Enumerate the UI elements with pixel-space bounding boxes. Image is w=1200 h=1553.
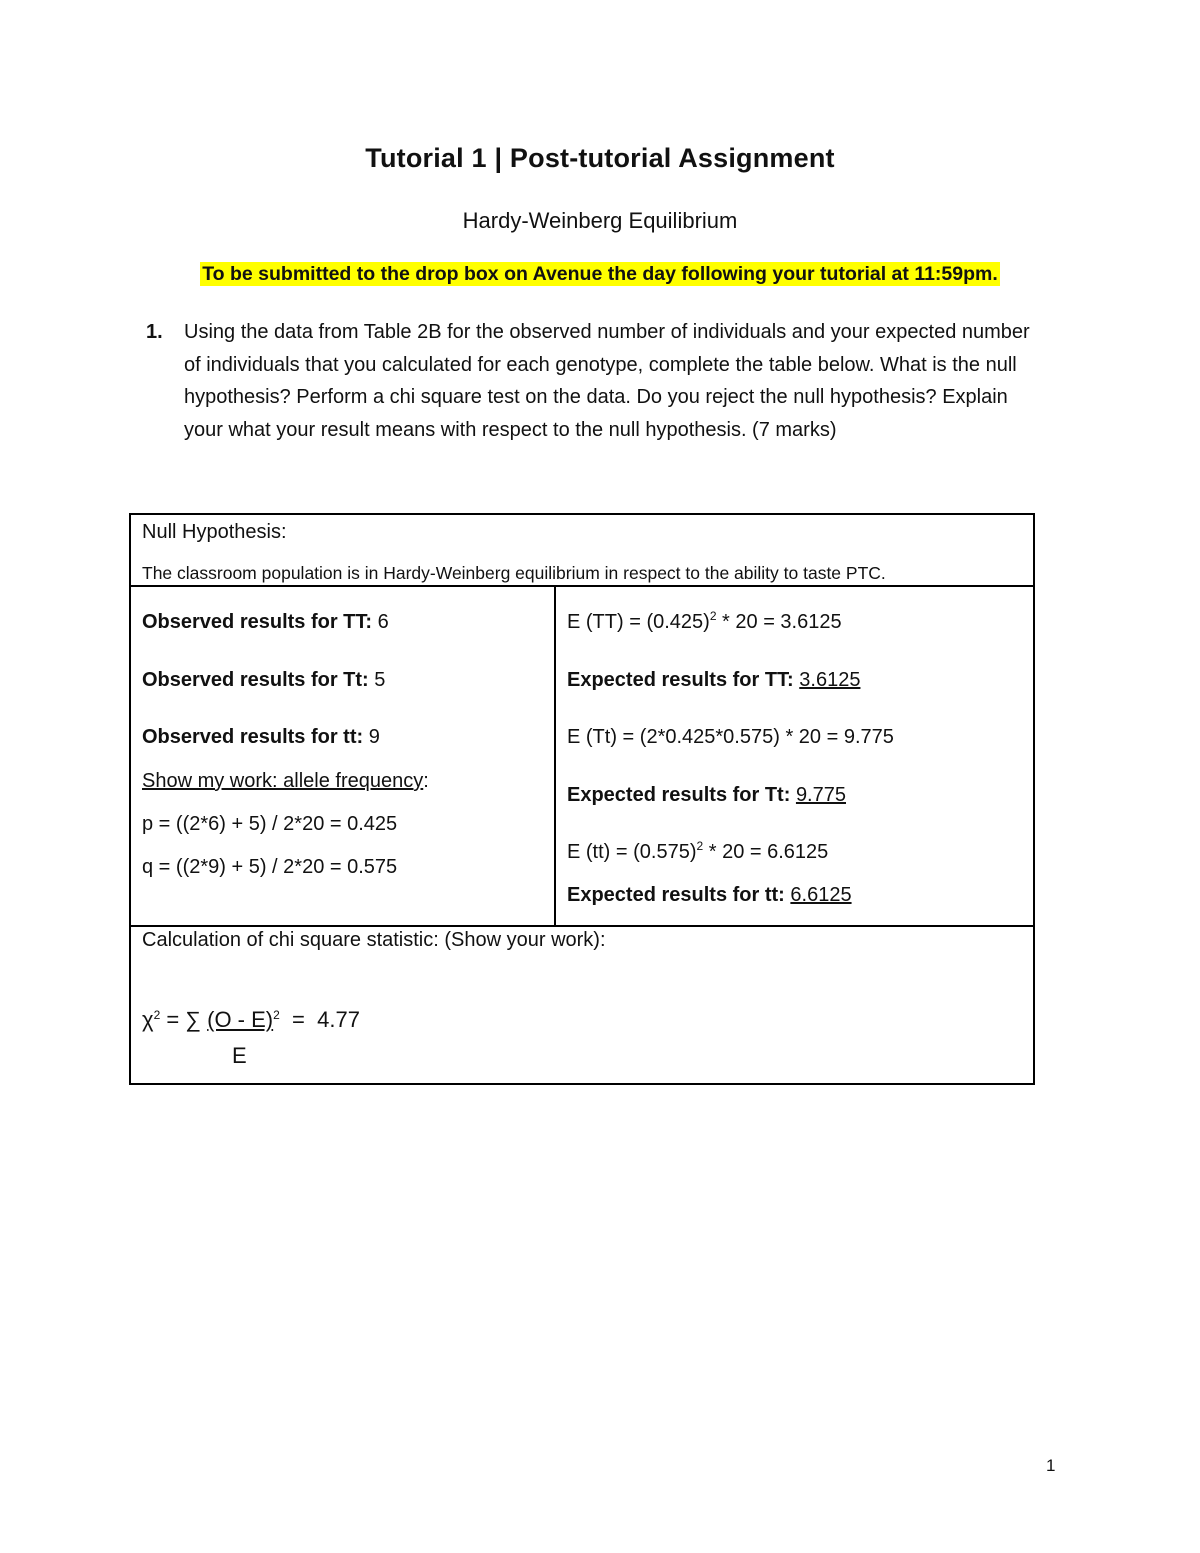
- expected-TT-calc-start: E (TT) = (0.425): [567, 611, 710, 633]
- deadline-notice: [0, 263, 1200, 286]
- numerator-exponent: 2: [273, 1008, 280, 1022]
- observed-Tt: [142, 669, 385, 692]
- expected-Tt-label: Expected results for Tt:: [567, 784, 796, 806]
- expected-Tt-value: 9.775: [795, 784, 846, 806]
- expected-tt-calc: [567, 841, 828, 864]
- question-number: 1.: [146, 321, 163, 343]
- expected-tt-exponent: 2: [696, 839, 704, 853]
- sum-symbol: = ∑: [160, 1007, 208, 1032]
- question-text: Using the data from Table 2B for the observed number of individuals and your expected number of individuals that you calculated for each genotype, complete the table below. What is the null hypothesis? Perform a chi square test on the data. Do you reject the null hypothesis? Explain your what your result means with respect to the null hypothesis. (7 marks): [184, 321, 1030, 441]
- expected-tt-calc-start: E (tt) = (0.575): [567, 841, 697, 863]
- observed-cell: [131, 587, 556, 927]
- expected-Tt-result: [567, 784, 846, 807]
- work-label: Show my work: allele frequency: [142, 770, 424, 792]
- formula-numerator: (O - E): [207, 1007, 274, 1032]
- observed-Tt-label: Observed results for Tt:: [142, 669, 369, 691]
- expected-tt-label: Expected results for tt:: [567, 884, 791, 906]
- chi-square-label: Calculation of chi square statistic: (Show your work):: [142, 929, 606, 951]
- work-colon: :: [423, 770, 429, 792]
- expected-TT-calc-end: * 20 = 3.6125: [716, 611, 842, 633]
- chi-square-formula: [142, 1007, 360, 1033]
- null-hypothesis-statement: The classroom population is in Hardy-Weinberg equilibrium in respect to the ability to taste PTC.: [142, 563, 886, 583]
- deadline-highlight: To be submitted to the drop box on Avenue the day following your tutorial at 11:59pm.: [202, 263, 998, 285]
- observed-TT-value: 6: [372, 611, 389, 633]
- question-1: [146, 316, 1046, 446]
- observed-TT: [142, 611, 389, 634]
- q-calculation: q = ((2*9) + 5) / 2*20 = 0.575: [142, 856, 398, 878]
- expected-cell: [556, 587, 1033, 927]
- expected-TT-exponent: 2: [709, 609, 717, 623]
- chi-square-result: = 4.77: [279, 1007, 360, 1032]
- observed-Tt-value: 5: [368, 669, 386, 691]
- expected-TT-value: 3.6125: [799, 669, 861, 691]
- expected-Tt-calc: E (Tt) = (2*0.425*0.575) * 20 = 9.775: [567, 726, 894, 748]
- chi-symbol: χ: [142, 1007, 154, 1032]
- null-hypothesis-row: [131, 515, 1033, 587]
- expected-TT-result: [567, 669, 860, 692]
- formula-denominator: E: [232, 1043, 247, 1068]
- p-calculation: p = ((2*6) + 5) / 2*20 = 0.425: [142, 813, 398, 835]
- answer-table: [129, 513, 1035, 1085]
- expected-TT-calc: [567, 611, 842, 634]
- null-hypothesis-label: Null Hypothesis:: [142, 521, 287, 543]
- expected-TT-label: Expected results for TT:: [567, 669, 800, 691]
- observed-tt-label: Observed results for tt:: [142, 726, 364, 748]
- observed-tt-value: 9: [363, 726, 380, 748]
- observed-TT-label: Observed results for TT:: [142, 611, 373, 633]
- expected-tt-calc-end: * 20 = 6.6125: [703, 841, 829, 863]
- expected-tt-result: [567, 884, 852, 907]
- observed-tt: [142, 726, 380, 749]
- expected-tt-value: 6.6125: [790, 884, 852, 906]
- page-subtitle: Hardy-Weinberg Equilibrium: [462, 208, 738, 233]
- page-title: Tutorial 1 | Post-tutorial Assignment: [365, 143, 835, 173]
- chi-exponent: 2: [153, 1008, 161, 1022]
- page-number: 1: [1046, 1456, 1056, 1475]
- work-heading: [142, 770, 429, 793]
- chi-square-row: [131, 927, 1033, 1083]
